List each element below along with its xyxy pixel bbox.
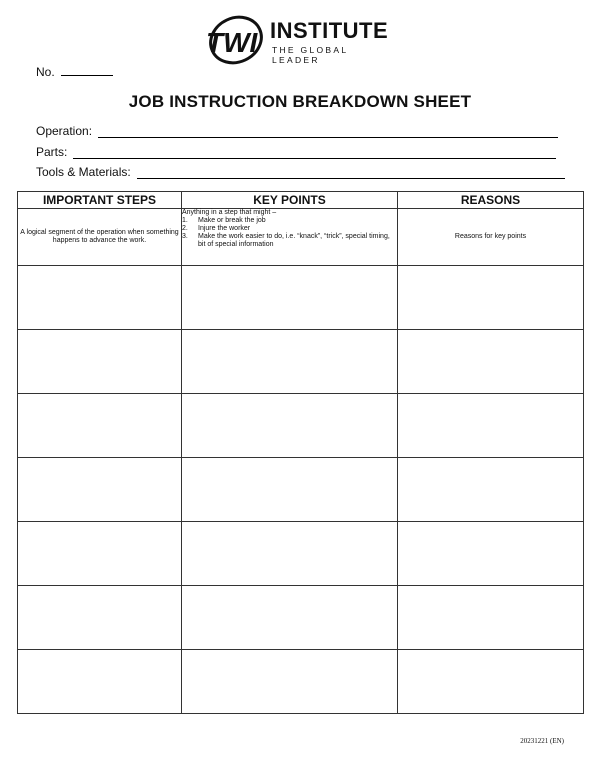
- key-point-cell[interactable]: [182, 394, 398, 458]
- key-point-item: 1. Make or break the job: [182, 217, 266, 224]
- steps-description: A logical segment of the operation when something happens to advance the work.: [18, 209, 182, 266]
- key-point-cell[interactable]: [182, 522, 398, 586]
- step-cell[interactable]: [18, 266, 182, 330]
- step-cell[interactable]: [18, 330, 182, 394]
- parts-field: [36, 145, 556, 159]
- step-cell[interactable]: [18, 586, 182, 650]
- key-point-cell[interactable]: [182, 586, 398, 650]
- reason-cell[interactable]: [398, 586, 584, 650]
- twi-logo: [200, 12, 400, 68]
- step-cell[interactable]: [18, 394, 182, 458]
- brand-tagline: THE GLOBAL LEADER: [272, 45, 349, 65]
- operation-label: Operation:: [36, 124, 93, 138]
- number-label: No.: [36, 65, 55, 79]
- table-row: [18, 650, 584, 714]
- document-code: 20231221 (EN): [520, 737, 564, 745]
- key-points-list: [182, 217, 397, 249]
- parts-label: Parts:: [36, 145, 68, 159]
- table-header-row: [18, 192, 584, 209]
- table-row: [18, 586, 584, 650]
- reasons-description: Reasons for key points: [398, 209, 584, 266]
- header-important-steps: IMPORTANT STEPS: [18, 192, 182, 209]
- step-cell[interactable]: [18, 458, 182, 522]
- page-title: JOB INSTRUCTION BREAKDOWN SHEET: [128, 92, 472, 111]
- parts-input-line[interactable]: [73, 146, 556, 159]
- table-row: [18, 394, 584, 458]
- table-row: [18, 330, 584, 394]
- logo-mark-text: TWI: [206, 27, 258, 58]
- tools-materials-input-line[interactable]: [137, 166, 565, 179]
- number-input-line[interactable]: [61, 64, 113, 76]
- table-row: [18, 266, 584, 330]
- table-row: [18, 522, 584, 586]
- key-points-description: [182, 209, 398, 266]
- key-point-cell[interactable]: [182, 266, 398, 330]
- key-point-cell[interactable]: [182, 458, 398, 522]
- header-reasons: REASONS: [398, 192, 584, 209]
- key-point-cell[interactable]: [182, 650, 398, 714]
- operation-input-line[interactable]: [98, 125, 558, 138]
- description-row: [18, 209, 584, 266]
- key-point-item: 2. Injure the worker: [182, 225, 251, 232]
- breakdown-table: [17, 191, 584, 714]
- reason-cell[interactable]: [398, 330, 584, 394]
- step-cell[interactable]: [18, 522, 182, 586]
- key-point-item: 3. Make the work easier to do, i.e. “knack”, “trick”, special timing, bit of special information: [182, 233, 390, 248]
- reason-cell[interactable]: [398, 266, 584, 330]
- header-key-points: KEY POINTS: [182, 192, 398, 209]
- step-cell[interactable]: [18, 650, 182, 714]
- twi-logo-mark-icon: [200, 12, 270, 68]
- number-field: [36, 64, 113, 79]
- key-point-cell[interactable]: [182, 330, 398, 394]
- key-points-intro: Anything in a step that might –: [182, 209, 277, 216]
- reason-cell[interactable]: [398, 394, 584, 458]
- tools-materials-field: [36, 165, 565, 179]
- reason-cell[interactable]: [398, 650, 584, 714]
- table-row: [18, 458, 584, 522]
- reason-cell[interactable]: [398, 522, 584, 586]
- operation-field: [36, 124, 558, 138]
- brand-name: INSTITUTE: [270, 18, 389, 43]
- reason-cell[interactable]: [398, 458, 584, 522]
- tools-materials-label: Tools & Materials:: [36, 165, 131, 179]
